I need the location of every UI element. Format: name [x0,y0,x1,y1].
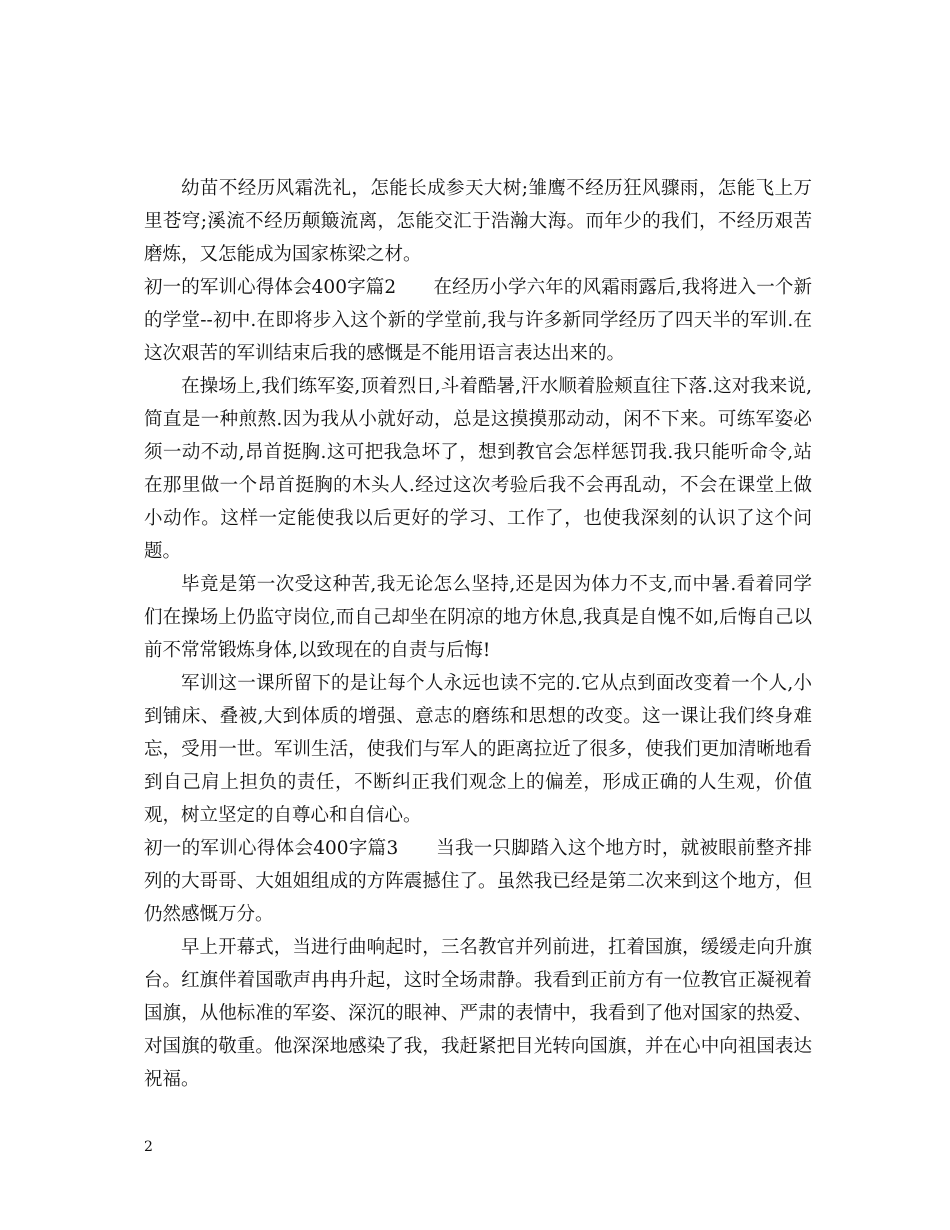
page-number: 2 [144,1139,153,1155]
document-body [144,172,812,1096]
paragraph-7: 早上开幕式，当进行曲响起时，三名教官并列前进，扛着国旗，缓缓走向升旗台。红旗伴着国歌声冉冉升起，这时全场肃静。我看到正前方有一位教官正凝视着国旗，从他标准的军姿、深沉的眼神、严肃的表情中，我看到了他对国家的热爱、对国旗的敬重。他深深地感染了我，我赶紧把目光转向国旗，并在心中向祖国表达祝福。 [144,937,812,1090]
paragraph-3: 在操场上,我们练军姿,顶着烈日,斗着酷暑,汗水顺着脸颊直往下落.这对我来说,简直是一种煎熬.因为我从小就好动，总是这摸摸那动动，闲不下来。可练军姿必须一动不动,昂首挺胸.这可把我急坏了，想到教官会怎样惩罚我.我只能听命令,站在那里做一个昂首挺胸的木头人.经过这次考验后我不会再乱动，不会在课堂上做小动作。这样一定能使我以后更好的学习、工作了，也使我深刻的认识了这个问题。 [144,376,812,562]
section-heading-3: 初一的军训心得体会400字篇3 当我一只脚踏入这个地方时，就被眼前整齐排列的大哥哥、大姐姐组成的方阵震撼住了。虽然我已经是第二次来到这个地方，但仍然感慨万分。 [144,838,812,925]
section-heading-2: 初一的军训心得体会400字篇2 在经历小学六年的风霜雨露后,我将进入一个新的学堂--初中.在即将步入这个新的学堂前,我与许多新同学经历了四天半的军训.在这次艰苦的军训结束后我的感慨是不能用语言表达出来的。 [144,277,812,364]
paragraph-5: 军训这一课所留下的是让每个人永远也读不完的.它从点到面改变着一个人,小到铺床、叠被,大到体质的增强、意志的磨练和思想的改变。这一课让我们终身难忘，受用一世。军训生活，使我们与军人的距离拉近了很多，使我们更加清晰地看到自己肩上担负的责任，不断纠正我们观念上的偏差，形成正确的人生观，价值观，树立坚定的自尊心和自信心。 [144,673,812,826]
paragraph-4: 毕竟是第一次受这种苦,我无论怎么坚持,还是因为体力不支,而中暑.看着同学们在操场上仍监守岗位,而自己却坐在阴凉的地方休息,我真是自愧不如,后悔自己以前不常常锻炼身体,以致现在的自责与后悔! [144,574,812,661]
paragraph-1: 幼苗不经历风霜洗礼，怎能长成参天大树;雏鹰不经历狂风骤雨，怎能飞上万里苍穹;溪流不经历颠簸流离，怎能交汇于浩瀚大海。而年少的我们，不经历艰苦磨炼，又怎能成为国家栋梁之材。 [144,178,812,265]
